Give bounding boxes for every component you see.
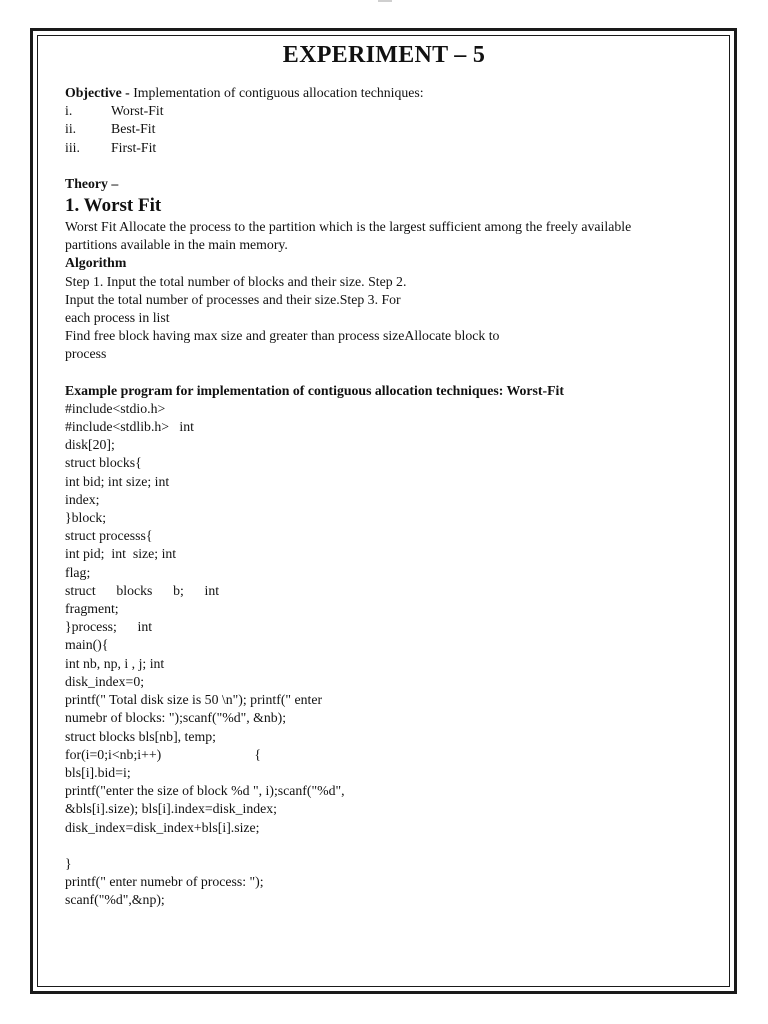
code-line: printf(" Total disk size is 50 \n"); printf(" enter (65, 692, 323, 708)
code-line: } (65, 855, 72, 871)
theory-label: Theory – (65, 175, 119, 191)
code-line: struct blocks{ (65, 455, 142, 471)
code-line: for(i=0;i<nb;i++) { (65, 746, 262, 762)
code-line: disk_index=disk_index+bls[i].size; (65, 819, 260, 835)
spacer (65, 364, 715, 382)
page-title: EXPERIMENT – 5 (282, 42, 486, 68)
objective-item (65, 102, 715, 120)
code-line: main(){ (65, 637, 109, 653)
page-content (65, 40, 715, 910)
code-line: struct blocks b; int (65, 582, 220, 598)
objective-item-number: i. (65, 103, 73, 119)
algorithm-label: Algorithm (65, 255, 127, 271)
objective-item-text: First-Fit (111, 139, 157, 155)
code-line (65, 837, 715, 855)
code-line: disk_index=0; (65, 673, 145, 689)
code-line: index; (65, 491, 100, 507)
objective-item-number: iii. (65, 139, 80, 155)
code-line: numebr of blocks: ");scanf("%d", &nb); (65, 710, 287, 726)
description-line: partitions available in the main memory. (65, 237, 288, 253)
code-line: int bid; int size; int (65, 473, 170, 489)
code-line: int pid; int size; int (65, 546, 177, 562)
objective-label: Objective - (65, 85, 130, 100)
objective-line (65, 84, 715, 102)
code-line: struct processs{ (65, 528, 153, 544)
top-edge-mark (378, 0, 392, 2)
example-heading: Example program for implementation of contiguous allocation techniques: Worst-Fit (65, 382, 564, 398)
section-heading: 1. Worst Fit (65, 195, 162, 217)
code-line: flag; (65, 564, 91, 580)
code-line: scanf("%d",&np); (65, 892, 165, 908)
objective-item (65, 120, 715, 138)
code-line: disk[20]; (65, 437, 115, 453)
objective-text: Implementation of contiguous allocation techniques: (129, 85, 424, 100)
code-line: struct blocks bls[nb], temp; (65, 728, 216, 744)
spacer (65, 157, 715, 175)
algorithm-line: each process in list (65, 310, 170, 326)
code-line: }block; (65, 510, 107, 526)
code-line: #include<stdlib.h> int (65, 419, 194, 435)
algorithm-line: Input the total number of processes and their size.Step 3. For (65, 291, 401, 307)
code-line: &bls[i].size); bls[i].index=disk_index; (65, 801, 278, 817)
objective-item-text: Best-Fit (111, 121, 156, 137)
objective-item (65, 139, 715, 157)
algorithm-line: Find free block having max size and greater than process sizeAllocate block to (65, 328, 500, 344)
algorithm-line: Step 1. Input the total number of blocks and their size. Step 2. (65, 273, 407, 289)
code-line: int nb, np, i , j; int (65, 655, 165, 671)
code-line: fragment; (65, 601, 119, 617)
algorithm-line: process (65, 346, 107, 362)
description-line: Worst Fit Allocate the process to the partition which is the largest sufficient among the freely available (65, 219, 632, 235)
code-line: }process; int (65, 619, 153, 635)
code-line: printf("enter the size of block %d ", i);scanf("%d", (65, 783, 345, 799)
code-block (65, 400, 715, 910)
code-line: #include<stdio.h> (65, 400, 166, 416)
objective-item-number: ii. (65, 121, 77, 137)
code-line: bls[i].bid=i; (65, 764, 131, 780)
code-line: printf(" enter numebr of process: "); (65, 874, 264, 890)
objective-item-text: Worst-Fit (111, 103, 164, 119)
